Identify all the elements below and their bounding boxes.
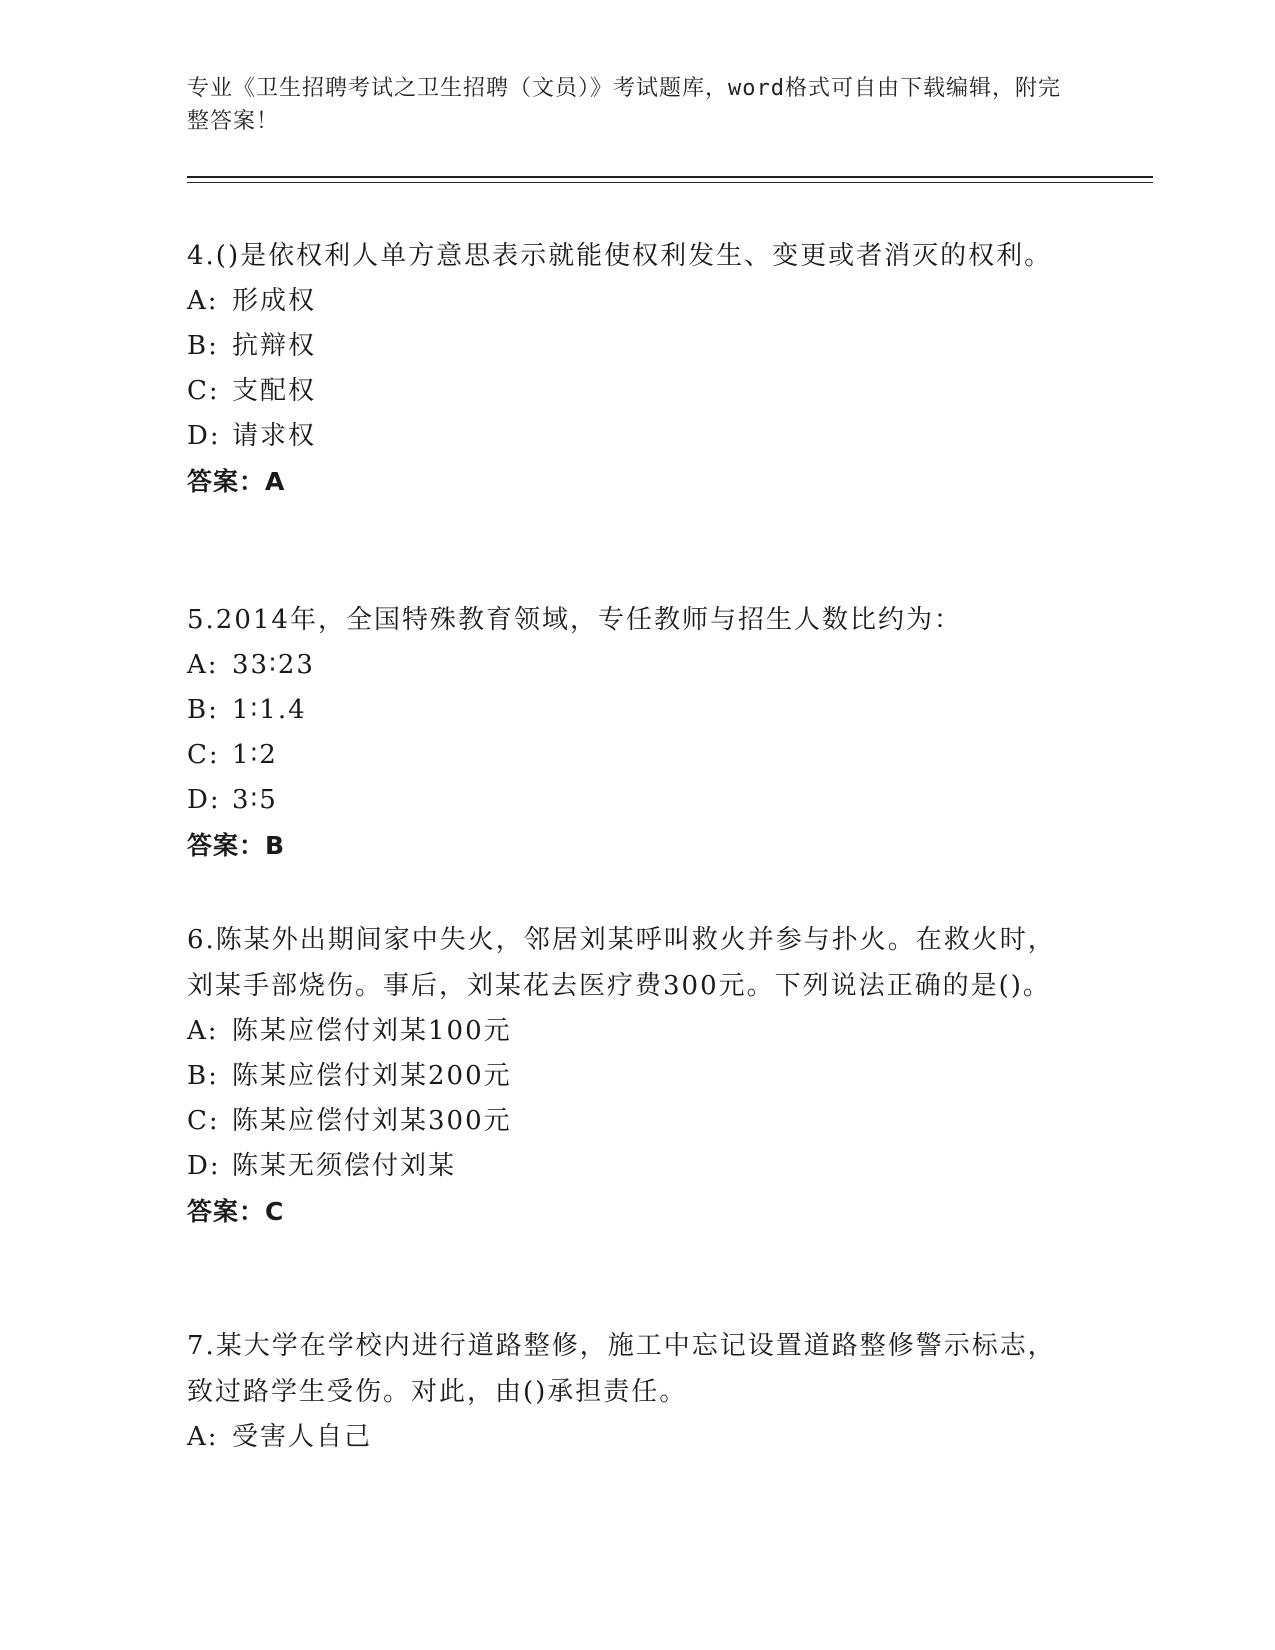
option-a [187, 279, 1067, 324]
option-key: A: [187, 650, 219, 680]
option-key: C: [187, 740, 220, 770]
question-4 [187, 233, 1067, 504]
option-text: 1∶2 [232, 740, 278, 770]
option-key: A: [187, 1016, 219, 1046]
option-key: D: [187, 421, 221, 451]
option-key: D: [187, 785, 221, 815]
option-key: A: [187, 286, 219, 316]
option-text: 陈某无须偿付刘某 [232, 1151, 457, 1181]
option-c [187, 733, 1067, 778]
answer-line: 答案：C [187, 1197, 285, 1226]
option-key: B: [187, 695, 219, 725]
option-c [187, 1099, 1067, 1144]
option-key: C: [187, 1106, 220, 1136]
option-text: 陈某应偿付刘某100元 [232, 1016, 512, 1046]
question-stem: 4.()是依权利人单方意思表示就能使权利发生、变更或者消灭的权利。 [187, 241, 1053, 271]
option-text: 1∶1.4 [232, 695, 307, 725]
question-stem: 6.陈某外出期间家中失火，邻居刘某呼叫救火并参与扑火。在救火时，刘某手部烧伤。事后，刘某花去医疗费300元。下列说法正确的是()。 [187, 925, 1056, 1001]
option-text: 受害人自己 [232, 1422, 373, 1452]
option-text: 请求权 [232, 421, 317, 451]
option-b [187, 324, 1067, 369]
option-text: 陈某应偿付刘某200元 [232, 1061, 512, 1091]
option-text: 支配权 [232, 376, 317, 406]
option-text: 形成权 [232, 286, 317, 316]
option-key: B: [187, 331, 219, 361]
option-b [187, 1054, 1067, 1099]
option-d [187, 1144, 1067, 1189]
document-header: 专业《卫生招聘考试之卫生招聘（文员）》考试题库，word格式可自由下载编辑，附完整答案！ [187, 76, 1061, 134]
question-stem: 7.某大学在学校内进行道路整修，施工中忘记设置道路整修警示标志，致过路学生受伤。对此，由()承担责任。 [187, 1331, 1056, 1407]
question-stem: 5.2014年，全国特殊教育领域，专任教师与招生人数比约为： [187, 605, 962, 635]
option-d [187, 414, 1067, 459]
answer-line: 答案：B [187, 831, 286, 860]
option-key: D: [187, 1151, 221, 1181]
option-key: A: [187, 1422, 219, 1452]
option-b [187, 688, 1067, 733]
option-text: 3∶5 [232, 785, 278, 815]
header-divider [187, 176, 1153, 178]
option-text: 陈某应偿付刘某300元 [232, 1106, 512, 1136]
option-d [187, 778, 1067, 823]
question-7 [187, 1323, 1067, 1460]
option-text: 33∶23 [232, 650, 315, 680]
header-divider-thin [187, 182, 1153, 183]
option-key: C: [187, 376, 220, 406]
option-c [187, 369, 1067, 414]
option-a [187, 1009, 1067, 1054]
question-5 [187, 597, 1067, 868]
option-text: 抗辩权 [232, 331, 317, 361]
question-6 [187, 917, 1067, 1234]
option-key: B: [187, 1061, 219, 1091]
option-a [187, 643, 1067, 688]
option-a [187, 1415, 1067, 1460]
answer-line: 答案：A [187, 467, 286, 496]
